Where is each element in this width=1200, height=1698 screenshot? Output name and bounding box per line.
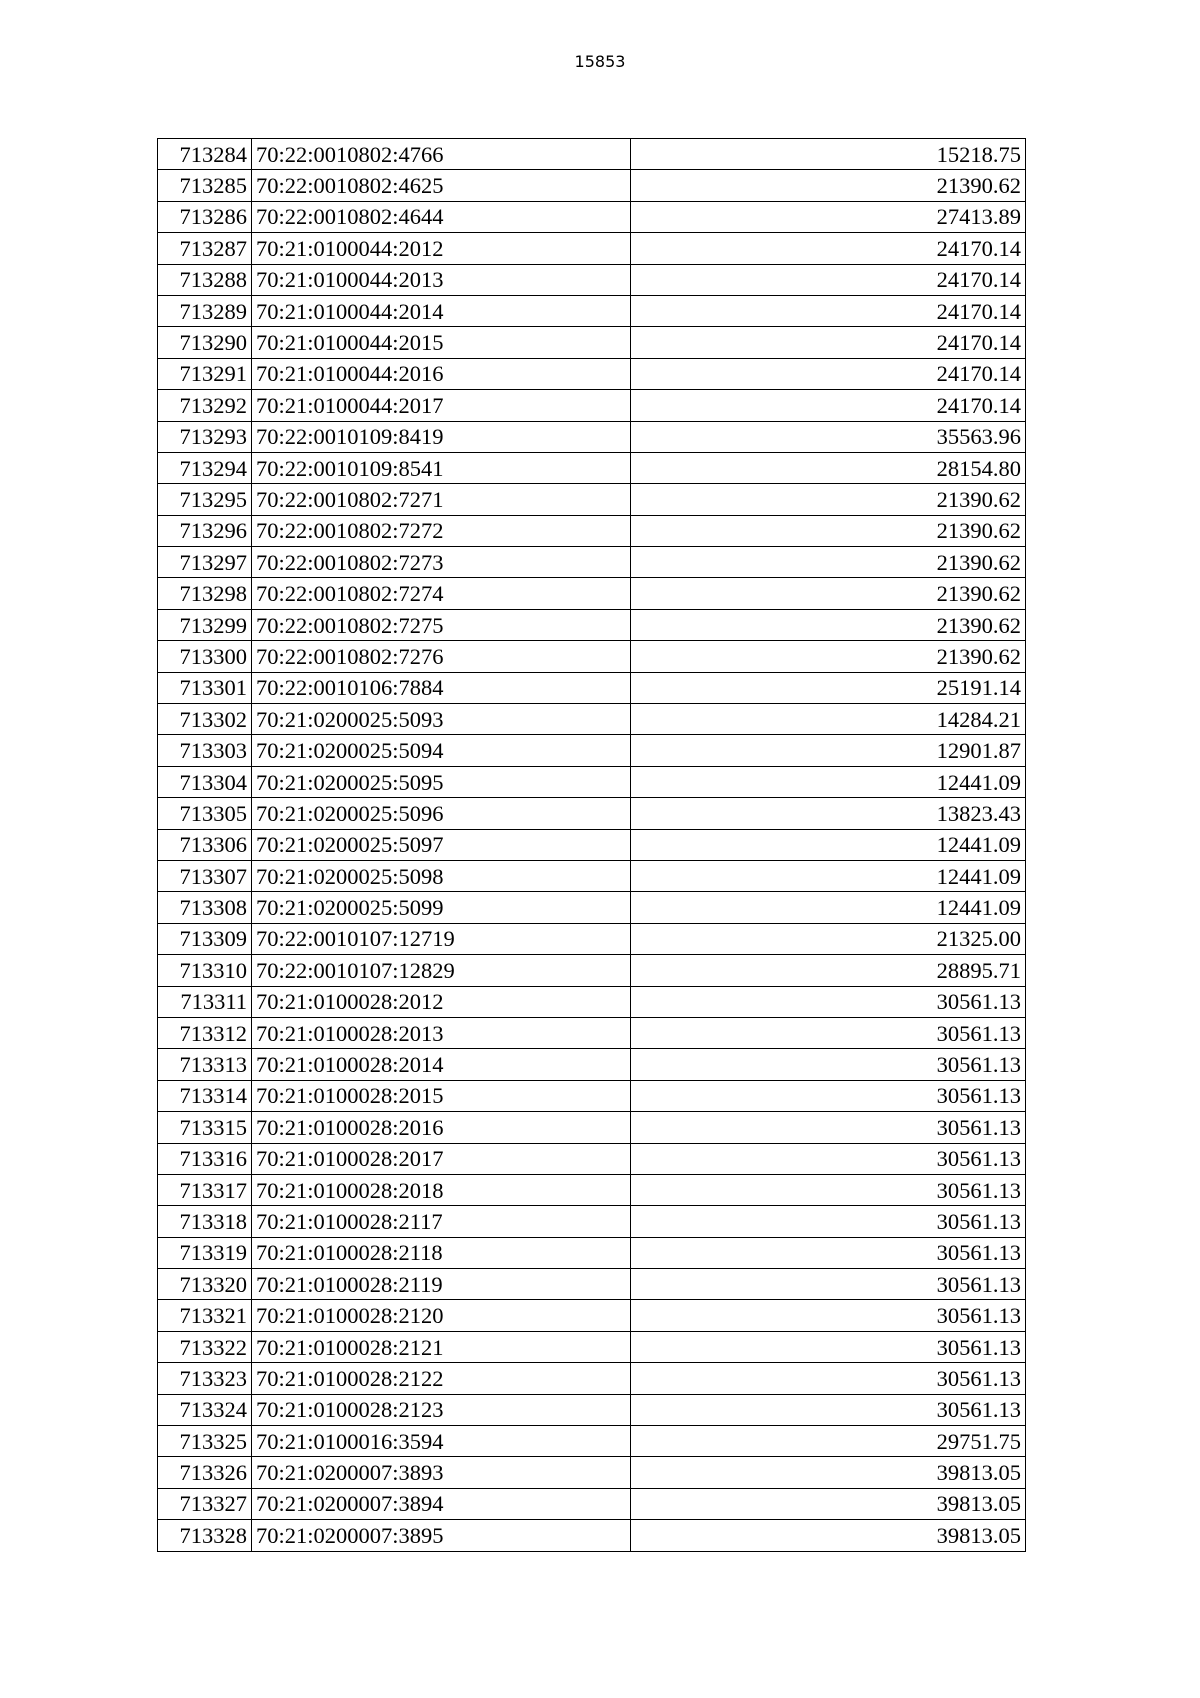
- table-row: [158, 452, 1026, 483]
- table-row: [158, 1206, 1026, 1237]
- row-id-cell: 713318: [158, 1206, 252, 1237]
- table-row: [158, 986, 1026, 1017]
- row-id-cell: 713301: [158, 672, 252, 703]
- row-id-cell: 713312: [158, 1017, 252, 1048]
- row-id-cell: 713311: [158, 986, 252, 1017]
- cadastral-number-cell: 70:21:0100028:2013: [252, 1017, 631, 1048]
- cadastral-number-cell: 70:21:0200007:3895: [252, 1520, 631, 1551]
- value-cell: 21325.00: [631, 923, 1026, 954]
- table-row: [158, 609, 1026, 640]
- row-id-cell: 713313: [158, 1049, 252, 1080]
- cadastral-number-cell: 70:21:0100044:2016: [252, 358, 631, 389]
- cadastral-number-cell: 70:21:0100028:2014: [252, 1049, 631, 1080]
- table-row: [158, 390, 1026, 421]
- cadastral-number-cell: 70:22:0010802:7274: [252, 578, 631, 609]
- value-cell: 13823.43: [631, 798, 1026, 829]
- table-row: [158, 201, 1026, 232]
- row-id-cell: 713326: [158, 1457, 252, 1488]
- value-cell: 28895.71: [631, 955, 1026, 986]
- cadastral-number-cell: 70:21:0100028:2120: [252, 1300, 631, 1331]
- cadastral-number-cell: 70:21:0100028:2016: [252, 1112, 631, 1143]
- table-row: [158, 1112, 1026, 1143]
- cadastral-number-cell: 70:21:0100028:2118: [252, 1237, 631, 1268]
- value-cell: 30561.13: [631, 1143, 1026, 1174]
- cadastral-number-cell: 70:22:0010802:4766: [252, 139, 631, 170]
- value-cell: 24170.14: [631, 390, 1026, 421]
- cadastral-number-cell: 70:21:0200025:5098: [252, 860, 631, 891]
- row-id-cell: 713321: [158, 1300, 252, 1331]
- row-id-cell: 713322: [158, 1331, 252, 1362]
- table-row: [158, 484, 1026, 515]
- cadastral-number-cell: 70:21:0200025:5096: [252, 798, 631, 829]
- table-row: [158, 1457, 1026, 1488]
- row-id-cell: 713288: [158, 264, 252, 295]
- cadastral-number-cell: 70:21:0200025:5097: [252, 829, 631, 860]
- cadastral-number-cell: 70:21:0100028:2117: [252, 1206, 631, 1237]
- row-id-cell: 713290: [158, 327, 252, 358]
- table-row: [158, 515, 1026, 546]
- table-row: [158, 295, 1026, 326]
- cadastral-number-cell: 70:21:0100028:2012: [252, 986, 631, 1017]
- cadastral-number-cell: 70:21:0100016:3594: [252, 1426, 631, 1457]
- cadastral-number-cell: 70:22:0010107:12719: [252, 923, 631, 954]
- value-cell: 24170.14: [631, 327, 1026, 358]
- value-cell: 21390.62: [631, 484, 1026, 515]
- cadastral-number-cell: 70:21:0200025:5094: [252, 735, 631, 766]
- cadastral-number-cell: 70:21:0100028:2122: [252, 1363, 631, 1394]
- value-cell: 30561.13: [631, 1331, 1026, 1362]
- row-id-cell: 713294: [158, 452, 252, 483]
- cadastral-number-cell: 70:21:0100028:2018: [252, 1174, 631, 1205]
- value-cell: 30561.13: [631, 1300, 1026, 1331]
- table-row: [158, 1080, 1026, 1111]
- row-id-cell: 713306: [158, 829, 252, 860]
- table-row: [158, 1363, 1026, 1394]
- value-cell: 25191.14: [631, 672, 1026, 703]
- table-row: [158, 1300, 1026, 1331]
- cadastral-number-cell: 70:21:0100028:2017: [252, 1143, 631, 1174]
- value-cell: 30561.13: [631, 1269, 1026, 1300]
- row-id-cell: 713308: [158, 892, 252, 923]
- value-cell: 30561.13: [631, 1237, 1026, 1268]
- table-row: [158, 1426, 1026, 1457]
- value-cell: 24170.14: [631, 233, 1026, 264]
- value-cell: 21390.62: [631, 170, 1026, 201]
- table-row: [158, 672, 1026, 703]
- row-id-cell: 713291: [158, 358, 252, 389]
- row-id-cell: 713286: [158, 201, 252, 232]
- value-cell: 21390.62: [631, 547, 1026, 578]
- value-cell: 14284.21: [631, 704, 1026, 735]
- table-row: [158, 1017, 1026, 1048]
- cadastral-number-cell: 70:22:0010802:7273: [252, 547, 631, 578]
- table-row: [158, 766, 1026, 797]
- value-cell: 30561.13: [631, 1017, 1026, 1048]
- row-id-cell: 713296: [158, 515, 252, 546]
- cadastral-number-cell: 70:21:0100044:2017: [252, 390, 631, 421]
- table-row: [158, 1394, 1026, 1425]
- value-cell: 21390.62: [631, 515, 1026, 546]
- row-id-cell: 713328: [158, 1520, 252, 1551]
- row-id-cell: 713292: [158, 390, 252, 421]
- value-cell: 30561.13: [631, 1174, 1026, 1205]
- row-id-cell: 713309: [158, 923, 252, 954]
- cadastral-number-cell: 70:22:0010802:7272: [252, 515, 631, 546]
- cadastral-number-cell: 70:21:0200007:3893: [252, 1457, 631, 1488]
- cadastral-number-cell: 70:21:0200025:5099: [252, 892, 631, 923]
- value-cell: 30561.13: [631, 1049, 1026, 1080]
- table-row: [158, 139, 1026, 170]
- table-row: [158, 170, 1026, 201]
- value-cell: 30561.13: [631, 1112, 1026, 1143]
- value-cell: 12901.87: [631, 735, 1026, 766]
- value-cell: 12441.09: [631, 860, 1026, 891]
- cadastral-number-cell: 70:21:0100044:2012: [252, 233, 631, 264]
- cadastral-number-cell: 70:22:0010109:8541: [252, 452, 631, 483]
- row-id-cell: 713307: [158, 860, 252, 891]
- cadastral-number-cell: 70:22:0010802:7271: [252, 484, 631, 515]
- value-cell: 15218.75: [631, 139, 1026, 170]
- row-id-cell: 713302: [158, 704, 252, 735]
- cadastral-number-cell: 70:21:0200007:3894: [252, 1488, 631, 1519]
- cadastral-number-cell: 70:22:0010802:7276: [252, 641, 631, 672]
- table-row: [158, 860, 1026, 891]
- row-id-cell: 713300: [158, 641, 252, 672]
- table-row: [158, 421, 1026, 452]
- row-id-cell: 713284: [158, 139, 252, 170]
- row-id-cell: 713289: [158, 295, 252, 326]
- table-row: [158, 1331, 1026, 1362]
- row-id-cell: 713303: [158, 735, 252, 766]
- data-table: [157, 138, 1026, 1552]
- row-id-cell: 713319: [158, 1237, 252, 1268]
- table-row: [158, 1143, 1026, 1174]
- table-row: [158, 1520, 1026, 1551]
- value-cell: 29751.75: [631, 1426, 1026, 1457]
- cadastral-number-cell: 70:21:0200025:5093: [252, 704, 631, 735]
- value-cell: 30561.13: [631, 1206, 1026, 1237]
- row-id-cell: 713325: [158, 1426, 252, 1457]
- row-id-cell: 713299: [158, 609, 252, 640]
- cadastral-number-cell: 70:21:0100028:2121: [252, 1331, 631, 1362]
- table-row: [158, 1269, 1026, 1300]
- table-body: [158, 139, 1026, 1552]
- row-id-cell: 713295: [158, 484, 252, 515]
- table-row: [158, 1174, 1026, 1205]
- table-row: [158, 923, 1026, 954]
- value-cell: 12441.09: [631, 829, 1026, 860]
- value-cell: 30561.13: [631, 1363, 1026, 1394]
- row-id-cell: 713323: [158, 1363, 252, 1394]
- value-cell: 24170.14: [631, 295, 1026, 326]
- table-row: [158, 955, 1026, 986]
- cadastral-number-cell: 70:22:0010802:4625: [252, 170, 631, 201]
- row-id-cell: 713314: [158, 1080, 252, 1111]
- cadastral-number-cell: 70:22:0010109:8419: [252, 421, 631, 452]
- row-id-cell: 713293: [158, 421, 252, 452]
- value-cell: 39813.05: [631, 1520, 1026, 1551]
- table-row: [158, 264, 1026, 295]
- row-id-cell: 713315: [158, 1112, 252, 1143]
- value-cell: 30561.13: [631, 1394, 1026, 1425]
- row-id-cell: 713316: [158, 1143, 252, 1174]
- table-row: [158, 233, 1026, 264]
- row-id-cell: 713327: [158, 1488, 252, 1519]
- value-cell: 39813.05: [631, 1457, 1026, 1488]
- table-row: [158, 1049, 1026, 1080]
- cadastral-number-cell: 70:22:0010802:7275: [252, 609, 631, 640]
- table-row: [158, 578, 1026, 609]
- row-id-cell: 713310: [158, 955, 252, 986]
- value-cell: 35563.96: [631, 421, 1026, 452]
- value-cell: 12441.09: [631, 766, 1026, 797]
- cadastral-number-cell: 70:21:0100028:2123: [252, 1394, 631, 1425]
- row-id-cell: 713324: [158, 1394, 252, 1425]
- row-id-cell: 713297: [158, 547, 252, 578]
- table-row: [158, 798, 1026, 829]
- row-id-cell: 713320: [158, 1269, 252, 1300]
- table-row: [158, 547, 1026, 578]
- value-cell: 24170.14: [631, 264, 1026, 295]
- table-row: [158, 704, 1026, 735]
- table-row: [158, 327, 1026, 358]
- value-cell: 24170.14: [631, 358, 1026, 389]
- row-id-cell: 713317: [158, 1174, 252, 1205]
- table-row: [158, 1488, 1026, 1519]
- value-cell: 21390.62: [631, 578, 1026, 609]
- page-number: 15853: [574, 52, 626, 71]
- cadastral-number-cell: 70:21:0100028:2119: [252, 1269, 631, 1300]
- value-cell: 21390.62: [631, 641, 1026, 672]
- value-cell: 39813.05: [631, 1488, 1026, 1519]
- value-cell: 27413.89: [631, 201, 1026, 232]
- value-cell: 28154.80: [631, 452, 1026, 483]
- cadastral-number-cell: 70:21:0200025:5095: [252, 766, 631, 797]
- value-cell: 21390.62: [631, 609, 1026, 640]
- table-row: [158, 641, 1026, 672]
- cadastral-number-cell: 70:21:0100044:2015: [252, 327, 631, 358]
- cadastral-number-cell: 70:22:0010802:4644: [252, 201, 631, 232]
- table-row: [158, 735, 1026, 766]
- row-id-cell: 713287: [158, 233, 252, 264]
- row-id-cell: 713285: [158, 170, 252, 201]
- row-id-cell: 713298: [158, 578, 252, 609]
- table-row: [158, 358, 1026, 389]
- cadastral-number-cell: 70:21:0100044:2013: [252, 264, 631, 295]
- table-row: [158, 829, 1026, 860]
- value-cell: 30561.13: [631, 1080, 1026, 1111]
- cadastral-number-cell: 70:21:0100028:2015: [252, 1080, 631, 1111]
- cadastral-number-cell: 70:22:0010106:7884: [252, 672, 631, 703]
- table-row: [158, 1237, 1026, 1268]
- value-cell: 12441.09: [631, 892, 1026, 923]
- row-id-cell: 713304: [158, 766, 252, 797]
- table-row: [158, 892, 1026, 923]
- cadastral-number-cell: 70:22:0010107:12829: [252, 955, 631, 986]
- row-id-cell: 713305: [158, 798, 252, 829]
- value-cell: 30561.13: [631, 986, 1026, 1017]
- cadastral-number-cell: 70:21:0100044:2014: [252, 295, 631, 326]
